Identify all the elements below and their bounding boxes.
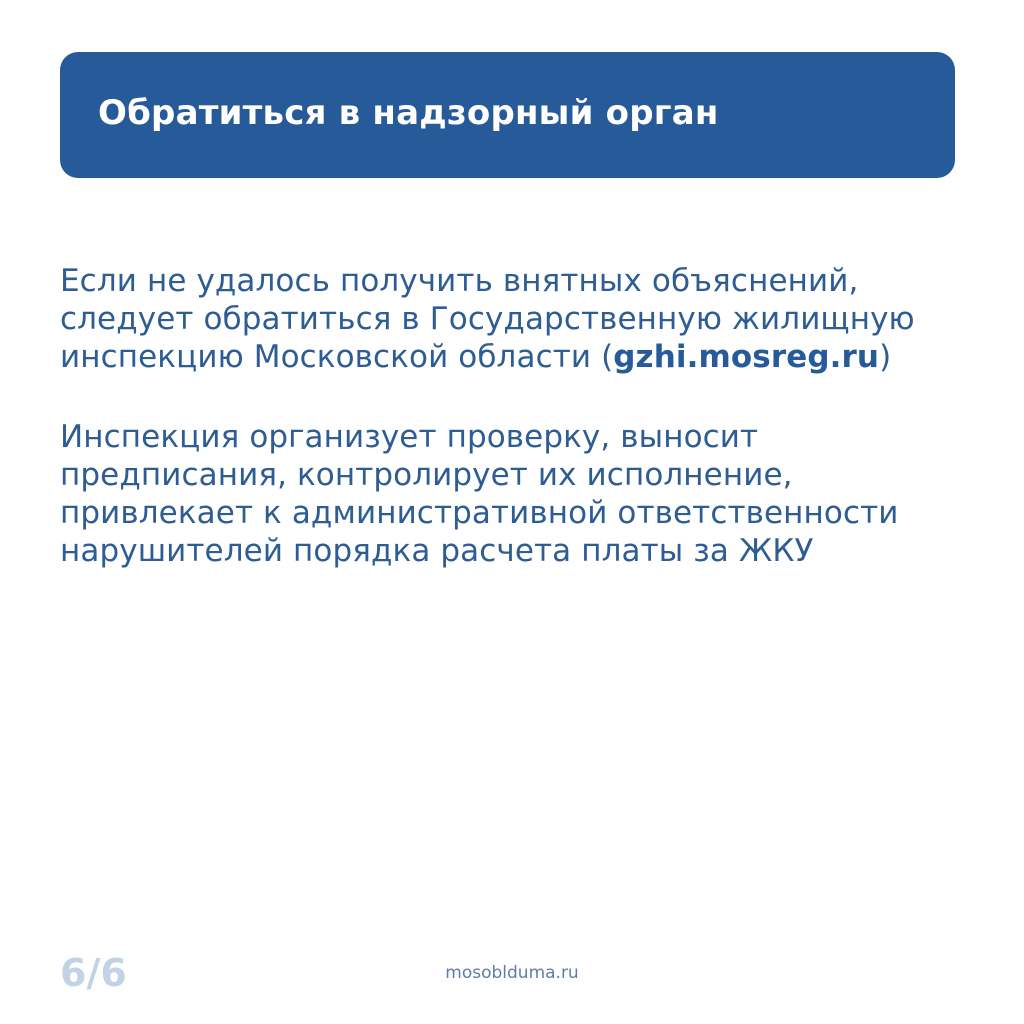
paragraph-line: Если не удалось получить внятных объяснений, [60,263,859,299]
header-banner [60,52,955,178]
intro-paragraph [60,262,990,376]
paragraph-line: предписания, контролирует их исполнение, [60,457,793,493]
page-counter: 6/6 [60,951,127,995]
paragraph-line: следует обратиться в Государственную жилищную [60,301,915,337]
paragraph-line: Инспекция организует проверку, выносит [60,419,759,455]
page-title: Обратиться в надзорный орган [98,93,719,133]
paragraph-line: привлекает к административной ответственности [60,495,899,531]
inspection-paragraph [60,418,990,570]
paragraph-line-suffix: ) [879,339,892,375]
inspection-site-link[interactable]: gzhi.mosreg.ru [613,339,880,375]
paragraph-line: нарушителей порядка расчета платы за ЖКУ [60,533,814,569]
paragraph-line-prefix: инспекцию Московской области ( [60,339,614,375]
footer-site-link[interactable]: mosobldumа.ru [445,963,579,983]
paragraph-line [60,338,990,376]
